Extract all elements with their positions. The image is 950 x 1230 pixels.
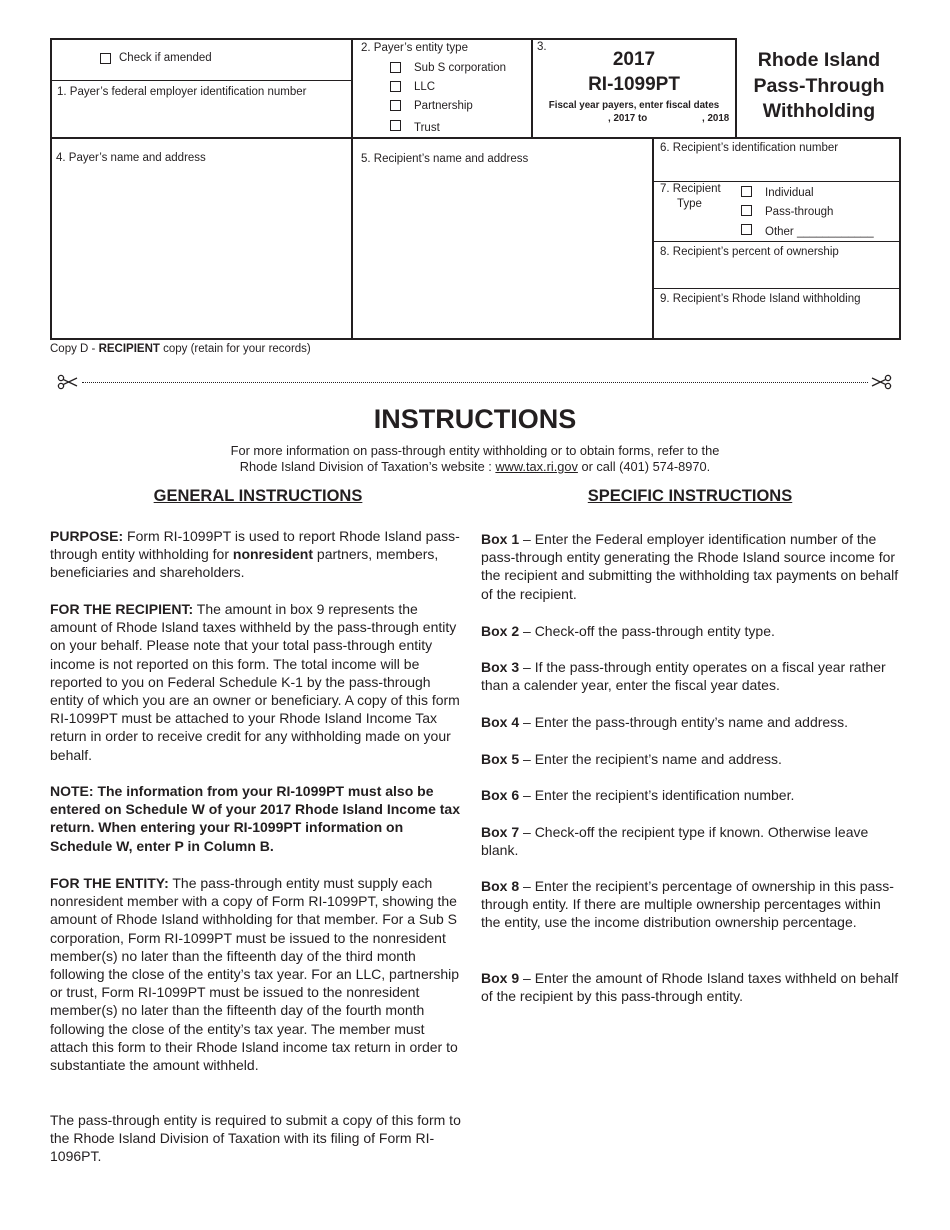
amended-checkbox[interactable] xyxy=(100,53,111,64)
website-link[interactable]: www.tax.ri.gov xyxy=(495,459,578,474)
box7-label-line1: 7. Recipient xyxy=(660,183,721,195)
entity-partnership-checkbox[interactable] xyxy=(390,100,401,111)
entity-llc-checkbox[interactable] xyxy=(390,81,401,92)
cut-line xyxy=(82,382,868,383)
box7-instruction: Box 7 – Check-off the recipient type if known. Otherwise leave blank. xyxy=(481,824,869,859)
box4-instruction: Box 4 – Enter the pass-through entity’s name and address. xyxy=(481,714,849,730)
box4-label: 4. Payer’s name and address xyxy=(56,152,206,164)
recipient-passthrough-label: Pass-through xyxy=(765,206,834,218)
box5-label: 5. Recipient’s name and address xyxy=(361,153,529,165)
entity-trust-checkbox[interactable] xyxy=(390,120,401,131)
copy-note: Copy D - RECIPIENT copy (retain for your records) xyxy=(50,343,311,355)
fiscal-from: , 2017 to xyxy=(608,113,648,124)
form-title-line2: Pass-Through xyxy=(753,75,885,97)
box7-label-line2: Type xyxy=(677,198,702,210)
form-title-line3: Withholding xyxy=(762,100,876,122)
box2-label: 2. Payer’s entity type xyxy=(361,42,468,54)
box6-instruction: Box 6 – Enter the recipient’s identification number. xyxy=(481,787,795,803)
box9-instruction: Box 9 – Enter the amount of Rhode Island taxes withheld on behalf of the recipient by this pass-through entity. xyxy=(481,970,899,1005)
purpose-paragraph: PURPOSE: Form RI-1099PT is used to report Rhode Island pass-through entity withholding for nonresident partners, members, beneficiaries and shareholders. xyxy=(50,528,460,581)
entity-subs-label: Sub S corporation xyxy=(414,62,507,74)
entity-trust-label: Trust xyxy=(414,122,440,134)
general-instructions-heading: GENERAL INSTRUCTIONS xyxy=(153,487,363,505)
fiscal-note: Fiscal year payers, enter fiscal dates xyxy=(548,100,720,111)
form-year: 2017 xyxy=(612,49,656,70)
entity-subs-checkbox[interactable] xyxy=(390,62,401,73)
scissors-left-icon xyxy=(57,374,79,395)
recipient-other-checkbox[interactable] xyxy=(741,224,752,235)
recipient-other-label: Other ____________ xyxy=(765,226,874,238)
box9-label: 9. Recipient’s Rhode Island withholding xyxy=(660,293,861,305)
amended-label: Check if amended xyxy=(119,52,212,64)
recipient-passthrough-checkbox[interactable] xyxy=(741,205,752,216)
recipient-paragraph: FOR THE RECIPIENT: The amount in box 9 represents the amount of Rhode Island taxes withheld by the pass-through entity on your behalf. Please note that your total pass-through entity income is not reported on this form. The total income will be reported to you on Federal Schedule K-1 by the pass-through entity of which you are an owner or beneficiary. A copy of this form RI-1099PT must be attached to your Rhode Island Income Tax return in order to receive credit for any withholding made on your behalf. xyxy=(50,601,460,763)
fiscal-to: , 2018 xyxy=(702,113,730,124)
form-name: RI-1099PT xyxy=(588,74,680,95)
recipient-individual-label: Individual xyxy=(765,187,814,199)
box2-instruction: Box 2 – Check-off the pass-through entity type. xyxy=(481,623,775,639)
note-paragraph: NOTE: The information from your RI-1099PT must also be entered on Schedule W of your 2017 Rhode Island Income tax return. When entering your RI-1099PT information on Schedule W, enter P in Column B. xyxy=(50,783,460,854)
entity-partnership-label: Partnership xyxy=(414,100,473,112)
scissors-right-icon xyxy=(870,374,892,395)
recipient-individual-checkbox[interactable] xyxy=(741,186,752,197)
box3-instruction: Box 3 – If the pass-through entity operates on a fiscal year rather than a calender year, enter the fiscal year dates. xyxy=(481,659,886,694)
box5-instruction: Box 5 – Enter the recipient’s name and address. xyxy=(481,751,782,767)
box8-instruction: Box 8 – Enter the recipient’s percentage of ownership in this pass-through entity. If there are multiple ownership percentages within the entity, use the income distribution ownership percentage. xyxy=(481,878,894,931)
info-line2: Rhode Island Division of Taxation’s website : www.tax.ri.gov or call (401) 574-8970. xyxy=(239,459,711,474)
final-paragraph: The pass-through entity is required to submit a copy of this form to the Rhode Island Division of Taxation with its filing of Form RI-1096PT. xyxy=(50,1112,461,1165)
box1-label: 1. Payer’s federal employer identification number xyxy=(57,86,307,98)
entity-paragraph: FOR THE ENTITY: The pass-through entity must supply each nonresident member with a copy of Form RI-1099PT, showing the amount of Rhode Island withholding for that member. For a Sub S corporation, Form RI-1099PT must be issued to the nonresident member(s) no later than the fifteenth day of the third month following the close of the entity’s tax year. For an LLC, partnership or trust, Form RI-1099PT must be issued to the nonresident member(s) no later than the fifteenth day of the fourth month following the close of the entity’s tax year. The member must attach this form to their Rhode Island income tax return in order to substantiate the amount withheld. xyxy=(50,875,460,1074)
instructions-heading: INSTRUCTIONS xyxy=(373,404,577,434)
box8-label: 8. Recipient’s percent of ownership xyxy=(660,246,839,258)
box1-instruction: Box 1 – Enter the Federal employer identification number of the pass-through entity generating the Rhode Island source income for the recipient and submitting the withholding tax payments on behalf of the recipient. xyxy=(481,531,899,602)
box6-label: 6. Recipient’s identification number xyxy=(660,142,839,154)
info-line1: For more information on pass-through entity withholding or to obtain forms, refer to the xyxy=(230,443,720,458)
entity-llc-label: LLC xyxy=(414,81,436,93)
form-title-line1: Rhode Island xyxy=(757,49,881,71)
box3-label: 3. xyxy=(537,41,547,53)
specific-instructions-heading: SPECIFIC INSTRUCTIONS xyxy=(587,487,793,505)
